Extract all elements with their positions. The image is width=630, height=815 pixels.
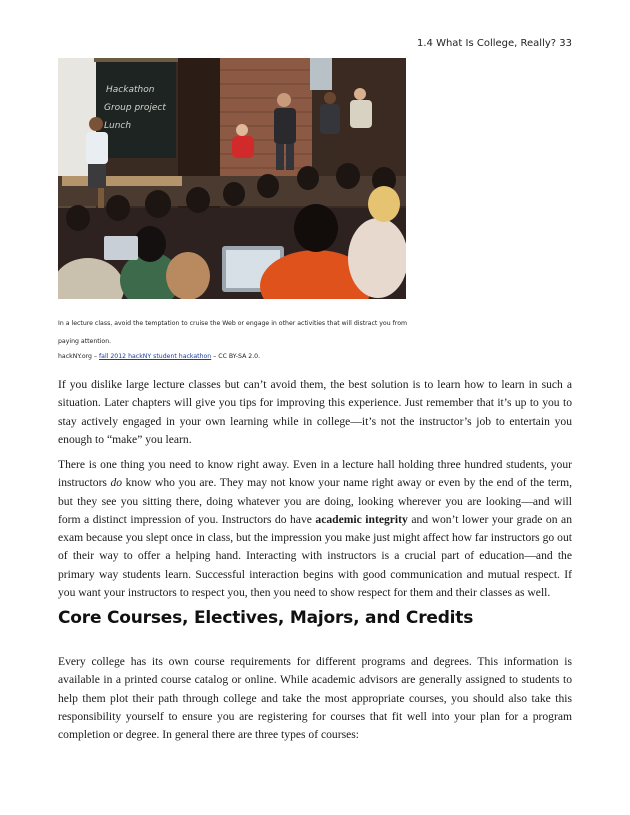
- chalkboard-line-1: Hackathon: [106, 85, 155, 95]
- paragraph-course-requirements: Every college has its own course requirements for different programs and degrees. This information is available in a printed course catalog or online. While academic advisors are generally assigned to students to help them plot their path through college and take the most appropriate courses, you should also take this responsibility yourself to ensure you are registering for courses that fit well into your plan for a program completion or degree. In general there are three types of courses:: [58, 655, 572, 742]
- credit-prefix: hackNY.org –: [58, 353, 99, 360]
- p2-text-a: There is one thing you need to know right away. Even in a lecture hall holding three hundred students, your instructors: [58, 458, 572, 490]
- figure-credit: [58, 353, 418, 360]
- figure-caption: In a lecture class, avoid the temptation to cruise the Web or engage in other activities that will distract you from paying attention.: [58, 320, 408, 345]
- lecture-hall-photo: [58, 58, 406, 299]
- academic-integrity-term: academic integrity: [315, 512, 408, 526]
- chalkboard-line-3: Lunch: [104, 121, 132, 131]
- section-heading: Core Courses, Electives, Majors, and Credits: [58, 608, 474, 628]
- running-head: 1.4 What Is College, Really? 33: [416, 38, 572, 49]
- chalkboard-line-2: Group project: [104, 103, 166, 113]
- paragraph-lecture-classes: If you dislike large lecture classes but can’t avoid them, the best solution is to learn how to learn in such a situation. Later chapters will give you tips for improving this experience. Just remember that it’s up to you to stay actively engaged in your own learning while in college—it’s not the instructor’s job to entertain you enough to “make” you learn.: [58, 378, 572, 446]
- p2-emphasis: do: [110, 476, 123, 490]
- paragraph-instructors: [58, 456, 572, 602]
- hackathon-link[interactable]: fall 2012 hackNY student hackathon: [99, 353, 212, 360]
- p2-text-b: know who you are. They may not know your name right away or even by the end of the term, but they see you sitting there, doing whatever you are doing, looking wherever you are looking—and will form a distinct impression of you. Instructors do have: [58, 476, 573, 526]
- credit-suffix: – CC BY-SA 2.0.: [211, 353, 261, 360]
- p2-text-c: and won’t lower your grade on an exam because you slept once in class, but the impression you make just might affect how far instructors go out of their way to offer a helping hand. Interacting with instructors is a crucial part of education—and the primary way students learn. Successful interaction begins with good communication and mutual respect. If you want your instructors to respect you, then you need to show respect for them and their classes as well.: [58, 512, 572, 600]
